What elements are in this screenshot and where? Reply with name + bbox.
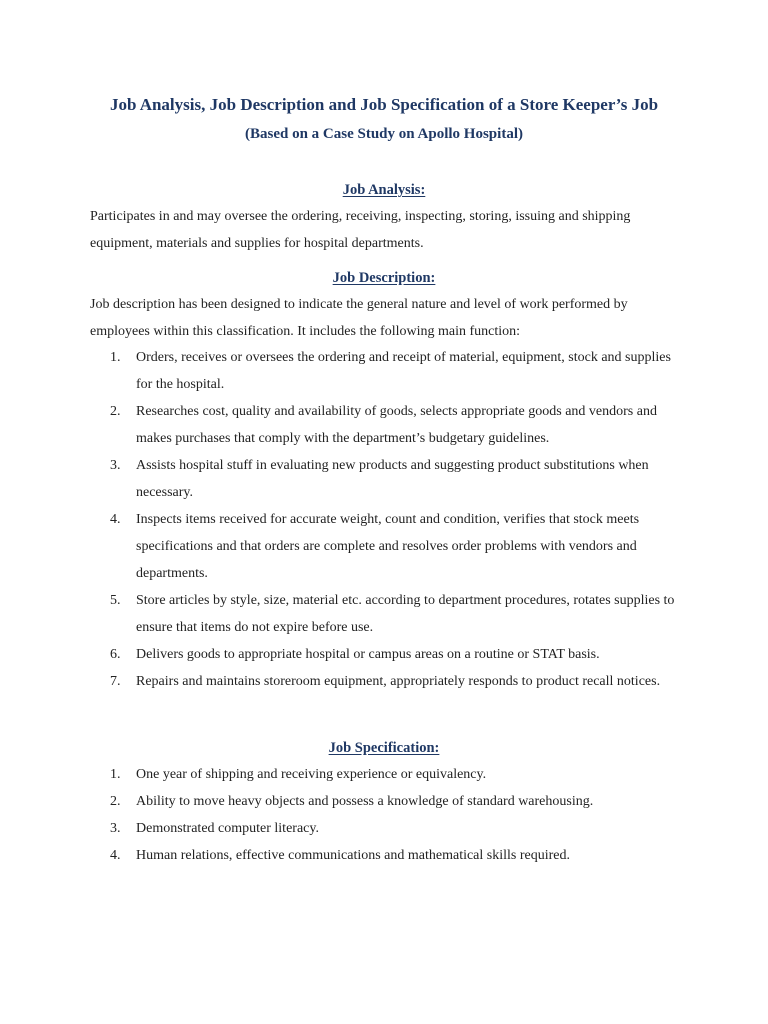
list-item-text: Researches cost, quality and availability of goods, selects appropriate goods and vendors and makes purchases that comply with the department’s budgetary guidelines. [136,404,657,446]
job-description-heading: Job Description: [332,270,436,286]
list-number: 3. [110,821,121,836]
list-item-text: Inspects items received for accurate weight, count and condition, verifies that stock meets specifications and that orders are complete and resolves order problems with vendors and departments. [136,512,640,581]
list-item [90,788,690,815]
list-number: 2. [110,404,121,419]
list-item-text: Assists hospital stuff in evaluating new products and suggesting product substitutions when necessary. [136,458,649,500]
list-number: 3. [110,458,121,473]
list-item [90,641,690,668]
list-number: 4. [110,848,121,863]
list-item [90,668,690,695]
list-item [90,452,690,506]
list-item [90,506,690,587]
list-item [90,761,690,788]
list-item-text: Orders, receives or oversees the ordering and receipt of material, equipment, stock and supplies for the hospital. [136,350,671,392]
list-item [90,842,690,869]
list-item [90,587,690,641]
list-item-text: Demonstrated computer literacy. [136,821,319,836]
job-analysis-text: Participates in and may oversee the ordering, receiving, inspecting, storing, issuing and shipping equipment, materials and supplies for hospital departments. [90,209,631,251]
list-number: 7. [110,674,121,689]
list-item [90,398,690,452]
list-item-text: Store articles by style, size, material etc. according to department procedures, rotates supplies to ensure that items do not expire before use. [136,593,675,635]
job-analysis-heading: Job Analysis: [342,182,426,198]
list-item-text: Human relations, effective communications and mathematical skills required. [136,848,570,863]
list-item-text: Delivers goods to appropriate hospital or campus areas on a routine or STAT basis. [136,647,600,662]
list-item [90,815,690,842]
list-item [90,344,690,398]
list-number: 1. [110,767,121,782]
document-title: Job Analysis, Job Description and Job Specification of a Store Keeper’s Job [109,95,659,114]
list-item-text: Ability to move heavy objects and possess a knowledge of standard warehousing. [136,794,594,809]
list-number: 1. [110,350,121,365]
list-number: 5. [110,593,121,608]
job-description-intro: Job description has been designed to indicate the general nature and level of work performed by employees within this classification. It includes the following main function: [90,297,628,339]
job-description-list [90,344,690,695]
list-item-text: Repairs and maintains storeroom equipment, appropriately responds to product recall notices. [136,674,661,689]
list-item-text: One year of shipping and receiving experience or equivalency. [136,767,487,782]
document-subtitle: (Based on a Case Study on Apollo Hospital) [245,126,523,142]
list-number: 6. [110,647,121,662]
job-specification-list [90,761,690,869]
list-number: 4. [110,512,121,527]
job-specification-heading: Job Specification: [328,740,440,756]
list-number: 2. [110,794,121,809]
